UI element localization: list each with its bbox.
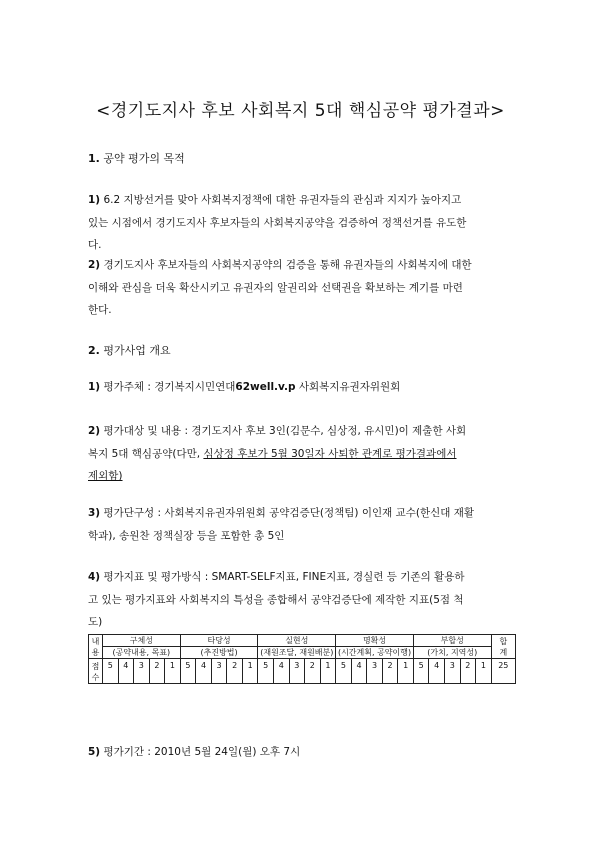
- item-text: 경기도지사 후보자들의 사회복지공약의 검증을 통해 유권자들의 사회복지에 대한: [103, 259, 472, 271]
- scale-cell: 1: [165, 659, 181, 684]
- item-number: 2): [88, 259, 101, 271]
- text-line: [88, 376, 516, 399]
- item-number: 2): [88, 425, 101, 437]
- item-number: 4): [88, 571, 101, 583]
- category-name: 실현성: [258, 635, 336, 647]
- section-1-heading: [88, 150, 185, 166]
- text-line: 있는 시점에서 경기도지사 후보자들의 사회복지공약을 검증하여 정책선거를 유도한: [88, 216, 467, 229]
- scale-cell: 2: [305, 659, 321, 684]
- category-name: 구체성: [102, 635, 180, 647]
- text-line: 학과), 송원찬 정책실장 등을 포함한 총 5인: [88, 529, 285, 542]
- item-text: 평가지표 및 평가방식 : SMART-SELF지표, FINE지표, 경실련 등 기존의 활용하: [103, 571, 465, 583]
- underlined-note: 심상정 후보가 5월 30일자 사퇴한 관계로 평가결과에서: [203, 447, 457, 460]
- purpose-item-2: [88, 254, 516, 322]
- item-text: 평가단구성 : 사회복지유권자위원회 공약검증단(정책팀) 이인재 교수(한신대 재활: [103, 507, 475, 519]
- score-row: [89, 659, 516, 684]
- item-number: 3): [88, 507, 101, 519]
- scale-cell: 5: [258, 659, 274, 684]
- document-title: <경기도지사 후보 사회복지 5대 핵심공약 평가결과>: [96, 101, 505, 121]
- purpose-item-1: [88, 189, 516, 257]
- overview-target: [88, 420, 516, 488]
- scale-cell: 3: [367, 659, 383, 684]
- host-tail: 사회복지유권자위원회: [298, 381, 401, 393]
- host-label: 평가주체 :: [103, 381, 151, 393]
- row-header: [89, 635, 103, 659]
- scale-cell: 3: [134, 659, 150, 684]
- category-sub: (추진방법): [180, 647, 258, 659]
- category-sub: (시간계획, 공약이행): [336, 647, 414, 659]
- section-number: 2.: [88, 344, 100, 357]
- section-number: 1.: [88, 152, 100, 165]
- category-name: 타당성: [180, 635, 258, 647]
- text-line: 다.: [88, 239, 102, 251]
- text-line: [88, 254, 516, 277]
- category-sub: (재원조달, 재원배분): [258, 647, 336, 659]
- scale-cell: 3: [289, 659, 305, 684]
- text-line: [88, 420, 516, 443]
- scale-cell: 4: [273, 659, 289, 684]
- item-text: 평가대상 및 내용 : 경기도지사 후보 3인(김문수, 심상정, 유시민)이 제출한 사회: [103, 425, 467, 437]
- total-header-bottom: 계: [499, 647, 508, 657]
- evaluation-table: [88, 634, 516, 684]
- scale-cell: 2: [382, 659, 398, 684]
- item-number: 1): [88, 194, 101, 206]
- total-header: [491, 635, 515, 659]
- host-text: 경기복지시민연대: [154, 381, 236, 393]
- scale-cell: 1: [242, 659, 258, 684]
- item-number: 1): [88, 381, 101, 393]
- text-line: 도): [88, 616, 103, 628]
- text-line: 한다.: [88, 304, 112, 316]
- category-sub: (가치, 지역성): [413, 647, 491, 659]
- overview-host: [88, 376, 516, 399]
- section-2-heading: [88, 342, 171, 358]
- item-text: 평가기간 : 2010년 5월 24일(월) 오후 7시: [103, 746, 301, 758]
- scale-cell: 4: [196, 659, 212, 684]
- scale-cell: 2: [149, 659, 165, 684]
- text-line: [88, 566, 516, 589]
- category-name: 부합성: [413, 635, 491, 647]
- scale-cell: 1: [320, 659, 336, 684]
- score-header: [89, 659, 103, 684]
- text-line: [88, 741, 516, 764]
- table-header-row: [89, 635, 516, 647]
- scale-cell: 4: [429, 659, 445, 684]
- scale-cell: 4: [351, 659, 367, 684]
- scale-cell: 3: [445, 659, 461, 684]
- underlined-note: 제외함): [88, 470, 123, 482]
- item-text: 6.2 지방선거를 맞아 사회복지정책에 대한 유권자들의 관심과 지지가 높아지고: [103, 194, 462, 206]
- overview-team: [88, 502, 516, 547]
- score-header-top: 점: [91, 662, 100, 671]
- scale-cell: 5: [180, 659, 196, 684]
- section-title: 공약 평가의 목적: [103, 152, 185, 165]
- score-header-bottom: 수: [91, 673, 100, 682]
- text-line: 고 있는 평가지표와 사회복지의 특성을 종합해서 공약검증단에 제작한 지표(5점 척: [88, 593, 464, 606]
- table-subheader-row: [89, 647, 516, 659]
- category-name: 명확성: [336, 635, 414, 647]
- scale-cell: 1: [476, 659, 492, 684]
- scale-cell: 2: [460, 659, 476, 684]
- row-header-bottom: 용: [91, 647, 100, 657]
- row-header-top: 내: [91, 636, 100, 646]
- host-bold: 62well.v.p: [235, 381, 296, 393]
- scale-cell: 2: [227, 659, 243, 684]
- overview-method: [88, 566, 516, 634]
- item-text: 복지 5대 핵심공약(다만,: [88, 447, 204, 460]
- scale-cell: 3: [211, 659, 227, 684]
- text-line: [88, 502, 516, 525]
- text-line: [88, 189, 516, 212]
- total-header-top: 합: [499, 636, 508, 646]
- scale-cell: 5: [413, 659, 429, 684]
- section-title: 평가사업 개요: [103, 344, 171, 357]
- scale-cell: 5: [102, 659, 118, 684]
- item-number: 5): [88, 746, 101, 758]
- overview-period: [88, 741, 516, 764]
- total-cell: 25: [491, 659, 515, 684]
- category-sub: (공약내용, 목표): [102, 647, 180, 659]
- scale-cell: 1: [398, 659, 414, 684]
- text-line: 이해와 관심을 더욱 확산시키고 유권자의 알권리와 선택권을 확보하는 계기를 마련: [88, 281, 463, 294]
- scale-cell: 5: [336, 659, 352, 684]
- scale-cell: 4: [118, 659, 134, 684]
- text-line: [88, 443, 516, 466]
